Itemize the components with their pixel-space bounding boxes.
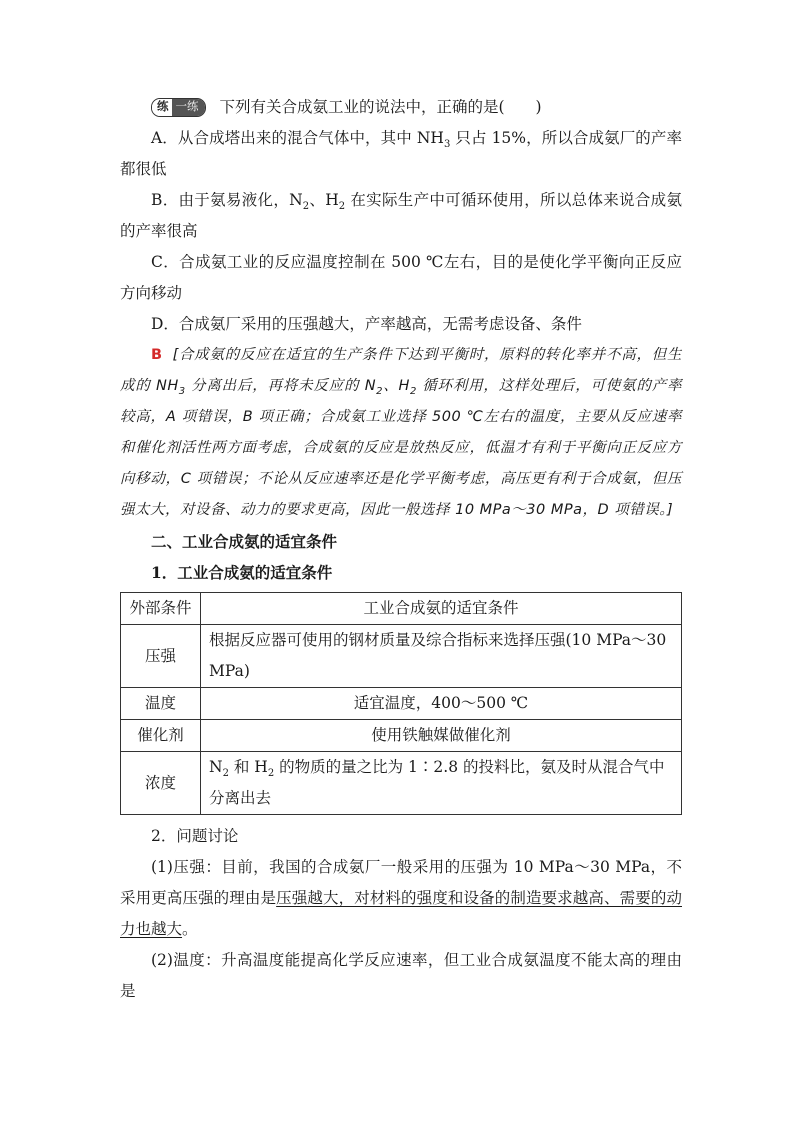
practice-badge-part1: 练 xyxy=(152,99,172,116)
practice-badge xyxy=(151,98,206,117)
table-row xyxy=(121,688,682,720)
table-cell-value: 根据反应器可使用的钢材质量及综合指标来选择压强(10 MPa～30 MPa) xyxy=(201,625,682,688)
answer-letter: B xyxy=(151,347,163,363)
discussion-pressure: (1)压强：目前，我国的合成氨厂一般采用的压强为 10 MPa～30 MPa，不采用更高压强的理由是压强越大，对材料的强度和设备的制造要求越高、需要的动力也越大。 xyxy=(120,858,682,938)
document-page xyxy=(120,92,682,1007)
conditions-table xyxy=(120,592,682,815)
subsection-heading-2: 2．问题讨论 xyxy=(151,827,239,845)
table-cell-condition: 温度 xyxy=(121,688,201,720)
option-b: B．由于氨易液化，$N_2$、$H_2$ 在实际生产中可循环使用，所以总体来说合成氨的产率很高 xyxy=(120,191,682,240)
discussion-temperature: (2)温度：升高温度能提高化学反应速率，但工业合成氨温度不能太高的理由是 xyxy=(120,951,682,1000)
practice-badge-part2: 一练 xyxy=(172,99,205,116)
option-a: A．从合成塔出来的混合气体中，其中 $NH_3$ 只占 15%，所以合成氨厂的产率都很低 xyxy=(120,129,682,178)
table-cell-condition: 浓度 xyxy=(121,752,201,815)
practice-question-header xyxy=(120,92,682,123)
table-cell-value: 使用铁触媒做催化剂 xyxy=(201,720,682,752)
table-row xyxy=(121,625,682,688)
table-row xyxy=(121,752,682,815)
table-cell-value: 适宜温度，400～500 ℃ xyxy=(201,688,682,720)
option-d: D．合成氨厂采用的压强越大，产率越高，无需考虑设备、条件 xyxy=(151,315,582,333)
table-cell-condition: 催化剂 xyxy=(121,720,201,752)
answer-explanation: B [合成氨的反应在适宜的生产条件下达到平衡时，原料的转化率并不高，但生成的 $NH_3$ 分离出后，再将未反应的 $N_2$、$H_2$ 循环利用，这样处理后，可使氨的产率较高，A 项错误，B 项正确；合成氨工业选择 500 ℃左右的温度，主要从反应速率和催化剂活性两方面考虑，合成氨的反应是放热反应，低温才有利于平衡向正反应方向移动，C 项错误；不论从反应速率还是化学平衡考虑，高压更有利于合成氨，但压强太大，对设备、动力的要求更高，因此一般选择 10 MPa～30 MPa，D 项错误。] xyxy=(120,347,682,518)
table-header-cell: 工业合成氨的适宜条件 xyxy=(201,593,682,625)
section-heading: 二、工业合成氨的适宜条件 xyxy=(151,532,338,551)
option-c: C．合成氨工业的反应温度控制在 500 ℃左右，目的是使化学平衡向正反应方向移动 xyxy=(120,253,682,302)
table-header-row xyxy=(121,593,682,625)
subsection-heading-1: 1．工业合成氨的适宜条件 xyxy=(151,563,333,582)
table-header-cell: 外部条件 xyxy=(121,593,201,625)
question-text: 下列有关合成氨工业的说法中，正确的是( ) xyxy=(219,98,542,116)
pressure-answer: 压强越大，对材料的强度和设备的制造要求越高、需要的动力也越大 xyxy=(120,889,682,938)
table-row xyxy=(121,720,682,752)
table-cell-value: $N_2$ 和 $H_2$ 的物质的量之比为 1∶2.8 的投料比，氨及时从混合气中分离出去 xyxy=(201,752,682,815)
table-cell-condition: 压强 xyxy=(121,625,201,688)
